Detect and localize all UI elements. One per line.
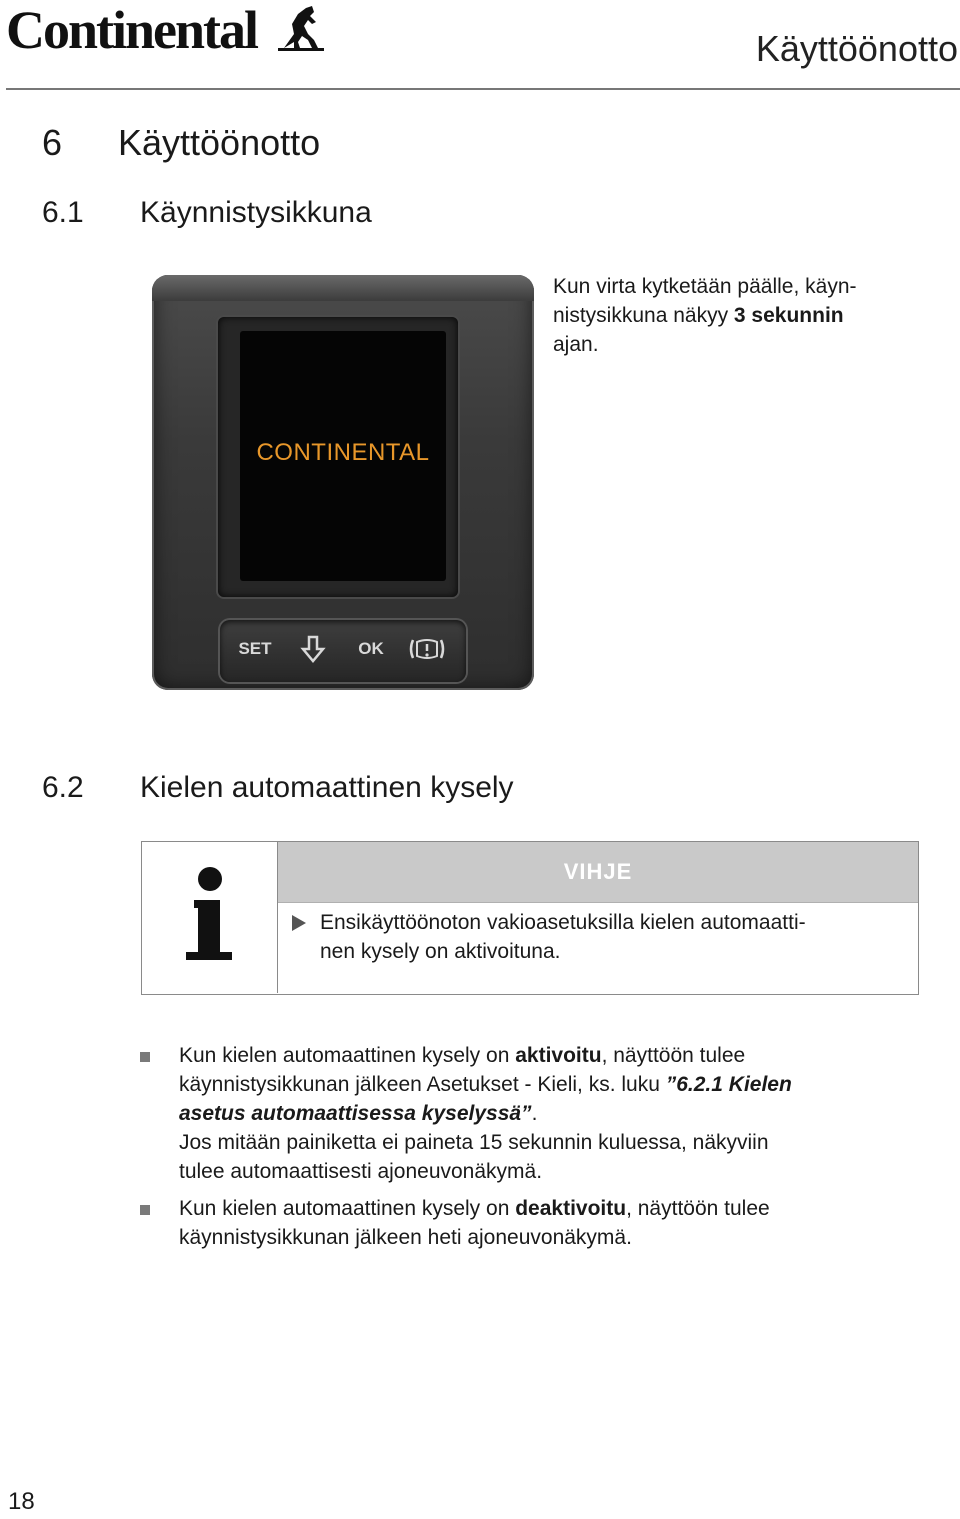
continental-logo <box>6 2 326 62</box>
ok-button: OK <box>358 639 384 658</box>
set-button: SET <box>238 639 272 658</box>
text: , näyttöön tulee <box>601 1044 746 1067</box>
text: . <box>531 1102 538 1125</box>
intro-line-3: ajan. <box>553 333 599 356</box>
section-number: 6 <box>42 122 63 163</box>
screen-brand-text: CONTINENTAL <box>256 439 430 466</box>
device-screen <box>240 331 446 581</box>
text: , näyttöön tulee <box>626 1197 770 1220</box>
square-bullet-icon <box>140 1052 150 1062</box>
subsection-number: 6.1 <box>42 196 84 229</box>
text: Kun kielen automaattinen kysely on <box>179 1197 516 1220</box>
bullet-list <box>140 1041 930 1260</box>
subsection-title: Käynnistysikkuna <box>140 196 372 229</box>
bullet-line: Jos mitään painiketta ei paineta 15 sekunnin kuluessa, näkyviin <box>179 1131 769 1154</box>
intro-line-2 <box>553 301 913 330</box>
bold-text: deaktivoitu <box>515 1197 627 1220</box>
down-arrow-button <box>288 634 338 664</box>
subsection-number: 6.2 <box>42 771 84 804</box>
bold-text: aktivoitu <box>515 1044 602 1067</box>
square-bullet-icon <box>140 1205 150 1215</box>
intro-line-2-text: nistysikkuna näkyy <box>553 304 734 327</box>
tire-pressure-button <box>402 634 452 664</box>
hint-box <box>141 841 919 995</box>
down-arrow-icon <box>300 635 326 663</box>
bullet-line <box>179 1099 930 1128</box>
text: Kun kielen automaattinen kysely on <box>179 1044 516 1067</box>
text: käynnistysikkunan jälkeen Asetukset - Kieli, ks. luku <box>179 1073 666 1096</box>
hint-icon-cell <box>142 842 278 993</box>
device-button-bar <box>220 620 466 682</box>
hint-body <box>292 908 892 966</box>
subsection-title: Kielen automaattinen kysely <box>140 771 514 804</box>
bullet-line: tulee automaattisesti ajoneuvonäkymä. <box>179 1160 543 1183</box>
bullet-line <box>179 1070 930 1099</box>
intro-line-1: Kun virta kytketään päälle, käyn- <box>553 275 857 298</box>
list-item <box>140 1194 930 1252</box>
header-title: Käyttöönotto <box>755 28 958 69</box>
bullet-line <box>179 1194 930 1223</box>
chapter-reference: ”6.2.1 Kielen <box>665 1073 792 1096</box>
info-icon <box>182 866 242 966</box>
section-title: Käyttöönotto <box>118 122 321 163</box>
tire-pressure-icon <box>407 636 447 662</box>
header-divider <box>6 88 960 90</box>
list-item <box>140 1041 930 1186</box>
triangle-bullet-icon <box>292 915 306 931</box>
hint-heading: VIHJE <box>278 842 918 903</box>
bullet-line: käynnistysikkunan jälkeen heti ajoneuvonäkymä. <box>179 1226 632 1249</box>
bullet-line <box>179 1041 930 1070</box>
chapter-reference: asetus automaattisessa kyselyssä” <box>179 1102 532 1125</box>
hint-line-1: Ensikäyttöönoton vakioasetuksilla kielen automaatti- <box>320 911 806 934</box>
hint-line-2: nen kysely on aktivoituna. <box>320 940 561 963</box>
intro-duration: 3 sekunnin <box>733 304 844 327</box>
device-image <box>152 275 534 690</box>
device-top-edge <box>152 275 534 301</box>
horse-logo-icon <box>278 4 324 52</box>
page-number: 18 <box>8 1488 35 1515</box>
logo-wordmark: Continental <box>6 0 258 60</box>
startup-description <box>553 272 913 359</box>
